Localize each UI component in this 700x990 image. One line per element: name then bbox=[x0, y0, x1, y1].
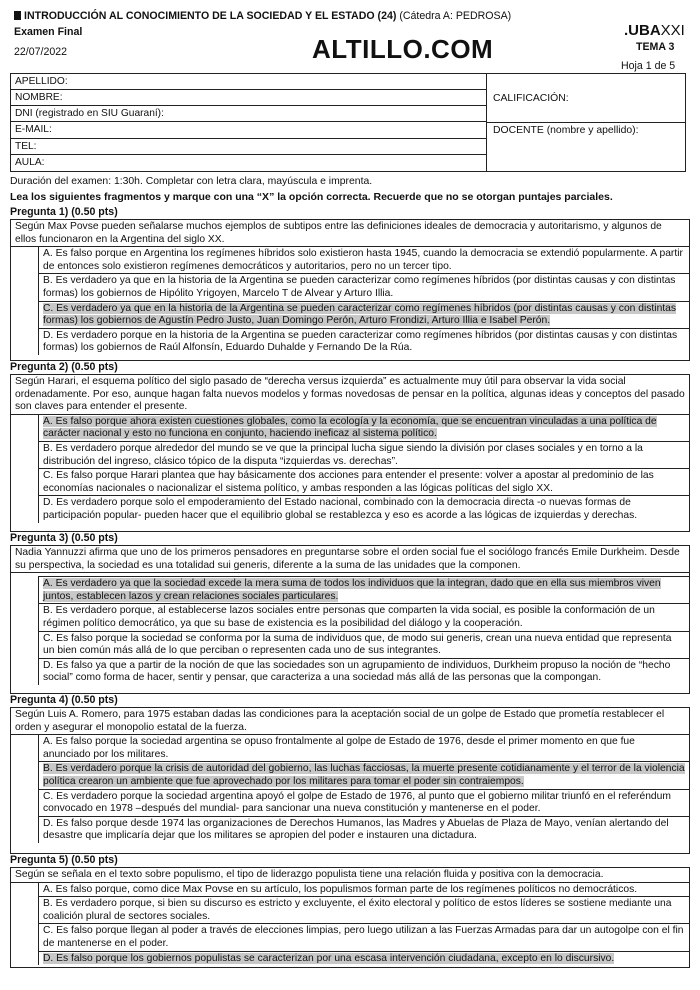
option-text: C. Es verdadero porque la sociedad argentina apoyó el golpe de Estado de 1976, al punto que el gobierno militar triunfó en el referéndum convocado en 1978 –después del mundial- para sancionar una nueva constitución y mantenerse en el poder. bbox=[43, 790, 671, 815]
student-id-table bbox=[10, 73, 686, 172]
field-calificacion[interactable]: CALIFICACIÓN: bbox=[493, 93, 569, 104]
grading-divider bbox=[487, 122, 685, 123]
bullet-square-icon bbox=[14, 11, 21, 20]
question-3-heading: Pregunta 3) (0.50 pts) bbox=[10, 532, 118, 544]
question-4-option-d[interactable] bbox=[38, 817, 689, 843]
option-text: B. Es verdadero ya que en la historia de la Argentina se pueden caracterizar como regímenes híbridos (por distintas causas y con distintas formas) los gobiernos de Hipólito Yrigoyen, Marcelo T de Alvear y Arturo Illia. bbox=[43, 275, 676, 299]
option-text-highlighted: A. Es falso porque ahora existen cuestiones globales, como la ecología y la economía, que se encuentran vinculadas a una política de carácter nacional y esto no funciona en conjunto, haciendo ineficaz al sistema político. bbox=[43, 415, 657, 440]
question-2 bbox=[10, 374, 690, 532]
uba-logo-suffix: XXI bbox=[660, 22, 685, 39]
instructions: Lea los siguientes fragmentos y marque con una “X” la opción correcta. Recuerde que no se otorgan puntajes parciales. bbox=[10, 191, 613, 203]
field-email[interactable]: E-MAIL: bbox=[11, 122, 486, 138]
question-4-option-a[interactable] bbox=[38, 735, 689, 762]
question-5-option-c[interactable] bbox=[38, 924, 689, 951]
field-aula[interactable]: AULA: bbox=[15, 156, 45, 168]
option-text: D. Es verdadero porque en la historia de la Argentina se pueden caracterizar como regímenes híbridos (por distintas causas y con distintas formas) los gobiernos de Raúl Alfonsín, Eduardo Duhalde y Fernando De la Rúa. bbox=[43, 329, 678, 354]
grading-fields bbox=[487, 74, 685, 171]
option-text: C. Es falso porque Harari plantea que hay básicamente dos acciones para entender el presente: volver a apostar al predominio de las economías nacionales o nacionalizar el sistema político, y ambas responden a las lógicas políticas del siglo XX. bbox=[43, 470, 654, 494]
question-2-option-c[interactable] bbox=[38, 469, 689, 496]
catedra-label: (Cátedra A: PEDROSA) bbox=[399, 10, 512, 22]
option-text: A. Es falso porque en Argentina los regímenes híbridos solo existieron hasta 1945, cuando la democracia se extendió popularmente. A partir de entonces solo existieron regímenes democráticos y autoritarios, pero no un tercer tipo. bbox=[43, 248, 683, 272]
tema-label: TEMA 3 bbox=[636, 41, 675, 53]
question-4-prompt: Según Luis A. Romero, para 1975 estaban dadas las condiciones para la aceptación social de un golpe de Estado que prometía restablecer el orden y asegurar el monopolio estatal de la fuerza. bbox=[11, 708, 689, 735]
question-5-heading: Pregunta 5) (0.50 pts) bbox=[10, 854, 118, 866]
exam-date: 22/07/2022 bbox=[14, 46, 68, 58]
question-2-option-a[interactable] bbox=[38, 415, 689, 442]
option-text-highlighted: D. Es falso porque los gobiernos populistas se caracterizan por una escasa intervención ciudadana, excepto en lo discursivo. bbox=[43, 952, 615, 964]
option-text: B. Es verdadero porque, si bien su discurso es estricto y excluyente, el éxito electoral y político de estos líderes se sostiene mediante una coalición plural de sectores sociales. bbox=[43, 898, 672, 922]
question-3 bbox=[10, 545, 690, 694]
field-dni[interactable]: DNI (registrado en SIU Guaraní): bbox=[11, 106, 486, 122]
question-2-heading: Pregunta 2) (0.50 pts) bbox=[10, 361, 118, 373]
option-text: D. Es falso porque desde 1974 las organizaciones de Derechos Humanos, las Madres y Abuelas de Plaza de Mayo, venían alertando del desastre que implicaría dejar que los militares se apropien del poder e instauren una dictadura. bbox=[43, 817, 669, 842]
option-text: C. Es falso porque llegan al poder a través de elecciones limpias, pero luego utilizan a las Fuerzas Armadas para dar un autogolpe con el fin de mantenerse en el poder. bbox=[43, 925, 684, 949]
exam-title bbox=[14, 10, 511, 22]
question-4-heading: Pregunta 4) (0.50 pts) bbox=[10, 694, 118, 706]
option-text: B. Es verdadero porque alrededor del mundo se ve que la principal lucha sigue siendo la división por clases sociales y en torno a la distribución del ingreso, clásico tópico de la disputa “izquierdas vs. derechas”. bbox=[43, 442, 643, 467]
option-text: B. Es verdadero porque, al establecerse lazos sociales entre personas que comparten la vida social, es posible la conformación de un régimen político democrático, ya que su base de existencia es la posibilidad del diálogo y la cooperación. bbox=[43, 605, 655, 629]
question-1-option-c[interactable] bbox=[38, 302, 689, 329]
question-4 bbox=[10, 707, 690, 854]
question-3-option-a[interactable] bbox=[38, 576, 689, 604]
question-5-option-b[interactable] bbox=[38, 897, 689, 924]
duration-note: Duración del examen: 1:30h. Completar con letra clara, mayúscula e imprenta. bbox=[10, 176, 373, 187]
option-text-highlighted: C. Es verdadero ya que en la historia de la Argentina se pueden caracterizar como regímenes híbridos (por distintas causas y con distintas formas) los gobiernos de Agustín Pedro Justo, Juan Domingo Perón, Arturo Frondizi, Arturo Illia e Isabel Perón. bbox=[43, 302, 677, 327]
field-nombre[interactable]: NOMBRE: bbox=[11, 90, 486, 106]
option-text-highlighted: B. Es verdadero porque la crisis de autoridad del gobierno, las luchas facciosas, la muerte presente cotidianamente y el terror de la violencia política crearon un ambiente que fue aprovechado por los militares para tomar el poder sin contraiempos. bbox=[43, 763, 685, 787]
question-3-option-c[interactable] bbox=[38, 632, 689, 659]
student-fields bbox=[11, 74, 487, 171]
option-text-highlighted: A. Es verdadero ya que la sociedad excede la mera suma de todos los individuos que la integran, dado que en ella sus miembros viven juntos, establecen lazos y crean relaciones sociales particulares. bbox=[43, 578, 661, 602]
exam-subtitle: Examen Final bbox=[14, 26, 83, 38]
option-text: D. Es falso ya que a partir de la noción de que las sociedades son un agrupamiento de individuos, Durkheim propuso la noción de “hecho social” como forma de hacer, sentir y pensar, que caracteriza a una sociedad más allá de las personas que la compongan. bbox=[43, 659, 671, 684]
option-text: C. Es falso porque la sociedad se conforma por la suma de individuos que, de modo sui generis, crean una nueva entidad que representa un bien común más allá de lo que perciban o representen cada uno de sus integrantes. bbox=[43, 632, 672, 657]
uba-logo-main: .UBA bbox=[624, 22, 661, 39]
question-5 bbox=[10, 867, 690, 968]
exam-title-text: INTRODUCCIÓN AL CONOCIMIENTO DE LA SOCIEDAD Y EL ESTADO (24) bbox=[24, 10, 397, 22]
field-docente[interactable]: DOCENTE (nombre y apellido): bbox=[493, 125, 639, 136]
question-2-option-d[interactable] bbox=[38, 496, 689, 522]
question-3-option-d[interactable] bbox=[38, 659, 689, 685]
question-1 bbox=[10, 219, 690, 361]
option-text: D. Es verdadero porque solo el empoderamiento del Estado nacional, combinado con la democracia directa -o nuevas formas de participación popular- pueden hacer que el equilibrio global se restablezca y eso es acorde a las lógicas de izquierdas y derechas. bbox=[43, 497, 638, 521]
question-2-prompt: Según Harari, el esquema político del siglo pasado de “derecha versus izquierda” es actualmente muy útil para observar la vida social ordenadamente. Por eso, aunque hagan falta nuevos modelos y formas novedosas de pensar en la política, algunas ideas y conceptos del pasado son claves para entender el presente. bbox=[11, 375, 689, 415]
question-1-option-b[interactable] bbox=[38, 274, 689, 301]
question-1-heading: Pregunta 1) (0.50 pts) bbox=[10, 206, 118, 218]
field-apellido[interactable]: APELLIDO: bbox=[11, 74, 486, 90]
question-3-option-b[interactable] bbox=[38, 604, 689, 631]
page-counter: Hoja 1 de 5 bbox=[621, 60, 676, 72]
option-text: A. Es falso porque, como dice Max Povse en su artículo, los populismos forman parte de los regímenes políticos no democráticos. bbox=[43, 883, 638, 895]
field-tel[interactable]: TEL: bbox=[11, 139, 486, 155]
question-4-option-b[interactable] bbox=[38, 762, 689, 789]
question-2-option-b[interactable] bbox=[38, 442, 689, 469]
question-1-option-a[interactable] bbox=[38, 247, 689, 274]
question-5-option-d[interactable] bbox=[38, 952, 689, 966]
option-text: A. Es falso porque la sociedad argentina se opuso frontalmente al golpe de Estado de 1976, desde el primer momento en que fue anunciado por los militares. bbox=[43, 736, 635, 760]
question-3-prompt: Nadia Yannuzzi afirma que uno de los primeros pensadores en preguntarse sobre el orden social fue el sociólogo francés Emile Durkheim. Desde su perspectiva, la sociedad es una totalidad sui generis, diferente a la suma de las unidades que la componen. bbox=[11, 546, 689, 573]
question-1-prompt: Según Max Povse pueden señalarse muchos ejemplos de subtipos entre las definiciones ideales de democracia y autoritarismo, y algunos de ellos funcionaron en la Argentina del siglo XX. bbox=[11, 220, 689, 247]
question-5-option-a[interactable] bbox=[38, 883, 689, 898]
question-1-option-d[interactable] bbox=[38, 329, 689, 355]
question-5-prompt: Según se señala en el texto sobre populismo, el tipo de liderazgo populista tiene una relación fluida y positiva con la democracia. bbox=[11, 868, 689, 883]
watermark-text: ALTILLO.COM bbox=[312, 34, 494, 64]
uba-logo bbox=[624, 22, 685, 39]
question-4-option-c[interactable] bbox=[38, 790, 689, 817]
